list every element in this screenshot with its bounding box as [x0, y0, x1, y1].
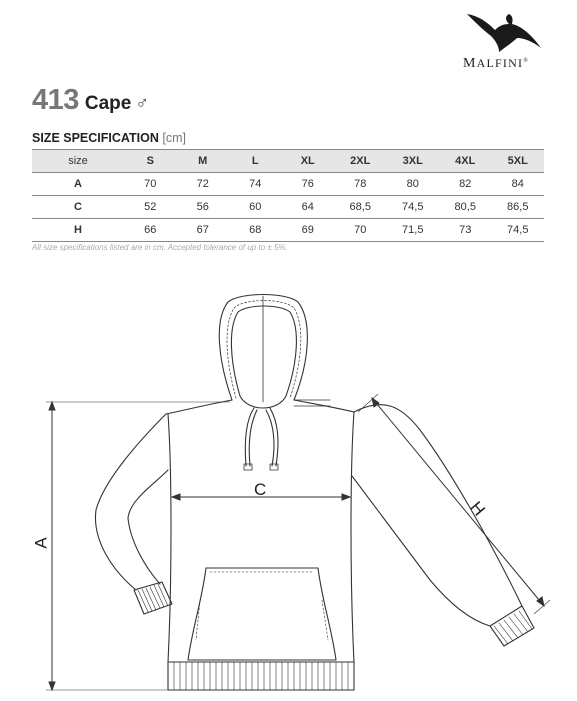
- size-column-header: S: [124, 150, 177, 173]
- dimension-c-arrow-right: [342, 494, 350, 500]
- measurement-label: C: [32, 196, 124, 219]
- dimension-c-arrow-left: [172, 494, 180, 500]
- kangaroo-pocket: [188, 568, 336, 660]
- male-gender-icon: ♂: [135, 93, 149, 113]
- measurement-value: 67: [177, 219, 230, 242]
- waistband: [168, 662, 354, 690]
- size-spec-unit: [cm]: [162, 131, 186, 145]
- measurement-value: 86,5: [492, 196, 545, 219]
- measurement-value: 74: [229, 173, 282, 196]
- table-row: [32, 173, 544, 196]
- brand-logo: [455, 8, 550, 73]
- table-row: [32, 219, 544, 242]
- measurement-value: 70: [334, 219, 387, 242]
- bird-logo-icon: [465, 8, 545, 54]
- sleeve-left-inner: [128, 470, 168, 584]
- measurement-value: 82: [439, 173, 492, 196]
- sleeve-left-outer: [95, 414, 166, 590]
- dimension-a-label: A: [31, 537, 51, 549]
- measurement-value: 60: [229, 196, 282, 219]
- measurement-value: 68: [229, 219, 282, 242]
- measurement-value: 71,5: [387, 219, 440, 242]
- measurement-value: 64: [282, 196, 335, 219]
- brand-name-rest: ALFINI: [476, 56, 524, 70]
- registered-mark: ®: [523, 58, 529, 64]
- cuff-left: [134, 582, 172, 614]
- table-row: [32, 196, 544, 219]
- drawstring-right-2: [266, 410, 274, 466]
- dimension-h-label: H: [466, 497, 489, 520]
- measurement-value: 74,5: [387, 196, 440, 219]
- size-table: [32, 149, 544, 242]
- measurement-value: 72: [177, 173, 230, 196]
- size-column-header: 5XL: [492, 150, 545, 173]
- size-header-label: size: [32, 150, 124, 173]
- hood-inner: [231, 306, 296, 396]
- measurement-value: 73: [439, 219, 492, 242]
- size-column-header: 3XL: [387, 150, 440, 173]
- body-left-side: [168, 414, 171, 662]
- product-title: [32, 84, 149, 117]
- size-spec-heading-text: SIZE SPECIFICATION: [32, 131, 159, 145]
- size-table-header: [32, 150, 544, 173]
- measurement-label: H: [32, 219, 124, 242]
- measurement-value: 69: [282, 219, 335, 242]
- measurement-value: 80: [387, 173, 440, 196]
- size-spec-heading: [32, 131, 186, 145]
- brand-name: [463, 56, 529, 72]
- measurement-value: 70: [124, 173, 177, 196]
- dimension-a-arrow-top: [49, 402, 55, 410]
- measurement-value: 84: [492, 173, 545, 196]
- measurement-value: 80,5: [439, 196, 492, 219]
- size-column-header: 4XL: [439, 150, 492, 173]
- sleeve-right-outer: [354, 405, 522, 606]
- measurement-value: 66: [124, 219, 177, 242]
- hoodie-diagram: [0, 270, 577, 701]
- size-column-header: M: [177, 150, 230, 173]
- brand-name-initial: M: [463, 56, 477, 71]
- measurement-value: 76: [282, 173, 335, 196]
- measurement-value: 74,5: [492, 219, 545, 242]
- kangaroo-pocket-stitch: [196, 572, 328, 640]
- product-code: 413: [32, 84, 79, 116]
- product-name: Cape: [84, 93, 132, 114]
- size-column-header: XL: [282, 150, 335, 173]
- dimension-a-arrow-bottom: [49, 682, 55, 690]
- measurement-value: 78: [334, 173, 387, 196]
- drawstring-tip-left: [244, 464, 252, 470]
- size-column-header: L: [229, 150, 282, 173]
- measurement-value: 52: [124, 196, 177, 219]
- dimension-c-label: C: [254, 480, 267, 499]
- body-right-side: [351, 412, 354, 662]
- tolerance-note: All size specifications listed are in cm. Accepted tolerance of up to ± 5%.: [32, 243, 288, 252]
- drawstring-left-2: [249, 410, 257, 466]
- size-column-header: 2XL: [334, 150, 387, 173]
- measurement-value: 68,5: [334, 196, 387, 219]
- measurement-label: A: [32, 173, 124, 196]
- drawstring-tip-right: [270, 464, 278, 470]
- dimension-h-line: [372, 398, 544, 606]
- measurement-value: 56: [177, 196, 230, 219]
- sleeve-right-inner: [352, 476, 490, 626]
